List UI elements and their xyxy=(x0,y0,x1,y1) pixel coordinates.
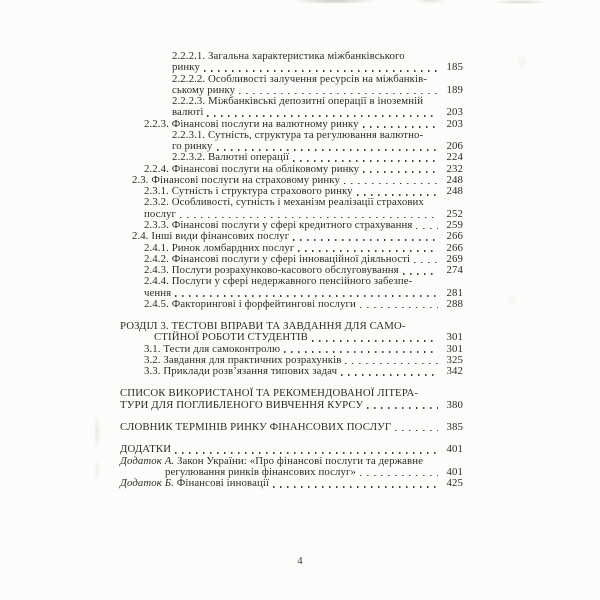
dot-leader xyxy=(344,183,438,185)
toc-entry-text: 2.4.3. Послуги розрахунково-касового обслуговування xyxy=(144,264,399,277)
toc-page-number: 248 xyxy=(446,185,463,198)
toc-page-number: 232 xyxy=(446,162,463,175)
dot-leader xyxy=(363,171,438,173)
dot-leader xyxy=(360,475,438,477)
dot-leader xyxy=(341,374,438,376)
toc-row xyxy=(0,299,463,310)
dot-leader xyxy=(284,351,438,353)
toc-page-number: 189 xyxy=(446,83,463,96)
toc-row xyxy=(0,96,463,107)
toc-page-number: 203 xyxy=(446,117,463,130)
toc-entry-text: регулювання ринків фінансових послуг» xyxy=(165,465,357,478)
toc-entry-text: 2.3.1. Сутність і структура страхового ринку xyxy=(144,185,353,198)
toc-row xyxy=(0,231,463,242)
toc-entry-text: 2.2.3.2. Валютні операції xyxy=(172,151,290,164)
toc-row xyxy=(0,130,463,141)
toc-entry-text: Додаток А. Закон України: «Про фінансові послуги та державне xyxy=(120,454,423,467)
toc-entry-text: СПИСОК ВИКОРИСТАНОЇ ТА РЕКОМЕНДОВАНОЇ ЛІТЕРА- xyxy=(120,387,419,400)
toc-row xyxy=(0,62,463,73)
toc-entry-text: 2.4.2. Фінансові послуги у сфері інноваційної діяльності xyxy=(144,252,411,265)
toc-page-number: 185 xyxy=(446,61,463,74)
toc-page-number: 259 xyxy=(446,218,463,231)
toc-entry-text: 2.2.3.1. Сутність, структура та регулювання валютно- xyxy=(172,128,424,141)
toc-row xyxy=(0,388,463,399)
toc-entry-text: Додаток Б. Фінансові інновації xyxy=(120,477,270,490)
toc-entry-text: 2.2.2.2. Особливості залучення ресурсів на міжбанків- xyxy=(172,72,427,85)
toc-entry-text: 2.2.2.1. Загальна характеристика міжбанківського xyxy=(172,50,405,62)
toc-page-number: 266 xyxy=(446,230,463,243)
toc-row xyxy=(0,152,463,163)
toc-entry-text: СЛОВНИК ТЕРМІНІВ РИНКУ ФІНАНСОВИХ ПОСЛУГ xyxy=(120,420,392,433)
toc-entry-text: го ринку xyxy=(172,140,213,153)
toc-row xyxy=(0,332,463,343)
toc-page-number: 385 xyxy=(446,420,463,433)
toc-entry-text: 3.1. Тести для самоконтролю xyxy=(144,342,281,355)
toc-entry-text: 3.2. Завдання для практичних розрахунків xyxy=(144,353,342,366)
toc-entry-text: 2.4.1. Ринок ломбардних послуг xyxy=(144,241,295,254)
page-number: 4 xyxy=(297,556,303,567)
dot-leader xyxy=(360,307,438,309)
toc-entry-text: 2.4.5. Факторингові і форфейтингові послуги xyxy=(144,297,356,310)
toc-entry-italic-prefix: Додаток А. xyxy=(120,454,175,467)
dot-leader xyxy=(207,115,438,117)
toc-entry-text: 2.4.4. Послуги у сфері недержавного пенсійного забезпе- xyxy=(144,275,413,288)
toc-entry-italic-prefix: Додаток Б. xyxy=(120,477,174,490)
toc-entry-text: валюті xyxy=(172,106,204,119)
toc-page-number: 224 xyxy=(446,151,463,164)
toc-row xyxy=(0,366,463,377)
toc-page-number: 425 xyxy=(446,477,463,490)
toc-row xyxy=(0,400,463,411)
dot-leader xyxy=(293,239,438,241)
toc-page-number: 269 xyxy=(446,252,463,265)
toc-page-number: 203 xyxy=(446,106,463,119)
dot-leader xyxy=(239,93,438,95)
toc-row xyxy=(0,422,463,433)
toc-entry-text: 3.3. Приклади розв’язання типових задач xyxy=(144,365,338,378)
dot-leader xyxy=(414,262,438,264)
toc-page-number: 248 xyxy=(446,173,463,186)
toc-row xyxy=(0,107,463,118)
toc-page-number: 288 xyxy=(446,297,463,310)
dot-leader xyxy=(180,217,438,219)
dot-leader xyxy=(204,70,438,72)
toc-page-number: 380 xyxy=(446,398,463,411)
toc-page-number: 301 xyxy=(446,342,463,355)
toc-entry-text: ському ринку xyxy=(172,83,236,96)
toc-entry-text: РОЗДІЛ 3. ТЕСТОВІ ВПРАВИ ТА ЗАВДАННЯ ДЛЯ САМО- xyxy=(120,320,406,333)
toc-page-number: 252 xyxy=(446,207,463,220)
toc-entry-text: 2.2.3. Фінансові послуги на валютному ринку xyxy=(144,117,359,130)
toc-row xyxy=(0,276,463,287)
dot-leader xyxy=(367,407,438,409)
dot-leader xyxy=(217,149,438,151)
toc-entry-text: ринку xyxy=(172,61,200,74)
dot-leader xyxy=(403,273,438,275)
toc-entry-text: ДОДАТКИ xyxy=(120,443,172,456)
toc-row xyxy=(0,478,463,489)
toc-entry-text: ТУРИ ДЛЯ ПОГЛИБЛЕНОГО ВИВЧЕННЯ КУРСУ xyxy=(120,398,364,411)
toc-page-number: 281 xyxy=(446,286,463,299)
toc-entry-text: чення xyxy=(144,286,172,299)
toc-list xyxy=(0,51,463,489)
toc-page-number: 342 xyxy=(446,365,463,378)
dot-leader xyxy=(312,340,438,342)
dot-leader xyxy=(175,295,438,297)
toc-page-number: 266 xyxy=(446,241,463,254)
toc-page-number: 274 xyxy=(446,264,463,277)
toc-row xyxy=(0,444,463,455)
toc-page-number: 301 xyxy=(446,331,463,344)
toc-row xyxy=(0,197,463,208)
dot-leader xyxy=(363,126,438,128)
toc-entry-text: 2.2.2.3. Міжбанківські депозитні операції в іноземній xyxy=(172,95,424,108)
toc-entry-text: послуг xyxy=(144,207,177,220)
dot-leader xyxy=(395,430,438,432)
dot-leader xyxy=(298,250,438,252)
toc-entry-text: 2.3.3. Фінансові послуги у сфері кредитного страхування xyxy=(144,218,413,231)
toc-entry-text: 2.2.4. Фінансові послуги на обліковому ринку xyxy=(144,162,360,175)
toc-page-number: 325 xyxy=(446,353,463,366)
dot-leader xyxy=(273,486,438,488)
dot-leader xyxy=(416,228,438,230)
toc-entry-text: 2.4. Інші види фінансових послуг xyxy=(132,230,290,243)
toc-entry-text: 2.3.2. Особливості, сутність і механізм реалізації страхових xyxy=(144,196,424,209)
toc-row xyxy=(0,51,463,62)
dot-leader xyxy=(175,452,438,454)
toc-entry-text: СТІЙНОЇ РОБОТИ СТУДЕНТІВ xyxy=(154,331,308,344)
dot-leader xyxy=(345,363,438,365)
toc-page-number: 401 xyxy=(446,443,463,456)
dot-leader xyxy=(293,160,438,162)
toc-entry-text: 2.3. Фінансові послуги на страховому ринку xyxy=(132,173,340,186)
toc-page-number: 401 xyxy=(446,465,463,478)
dot-leader xyxy=(357,194,438,196)
toc-page-number: 206 xyxy=(446,140,463,153)
